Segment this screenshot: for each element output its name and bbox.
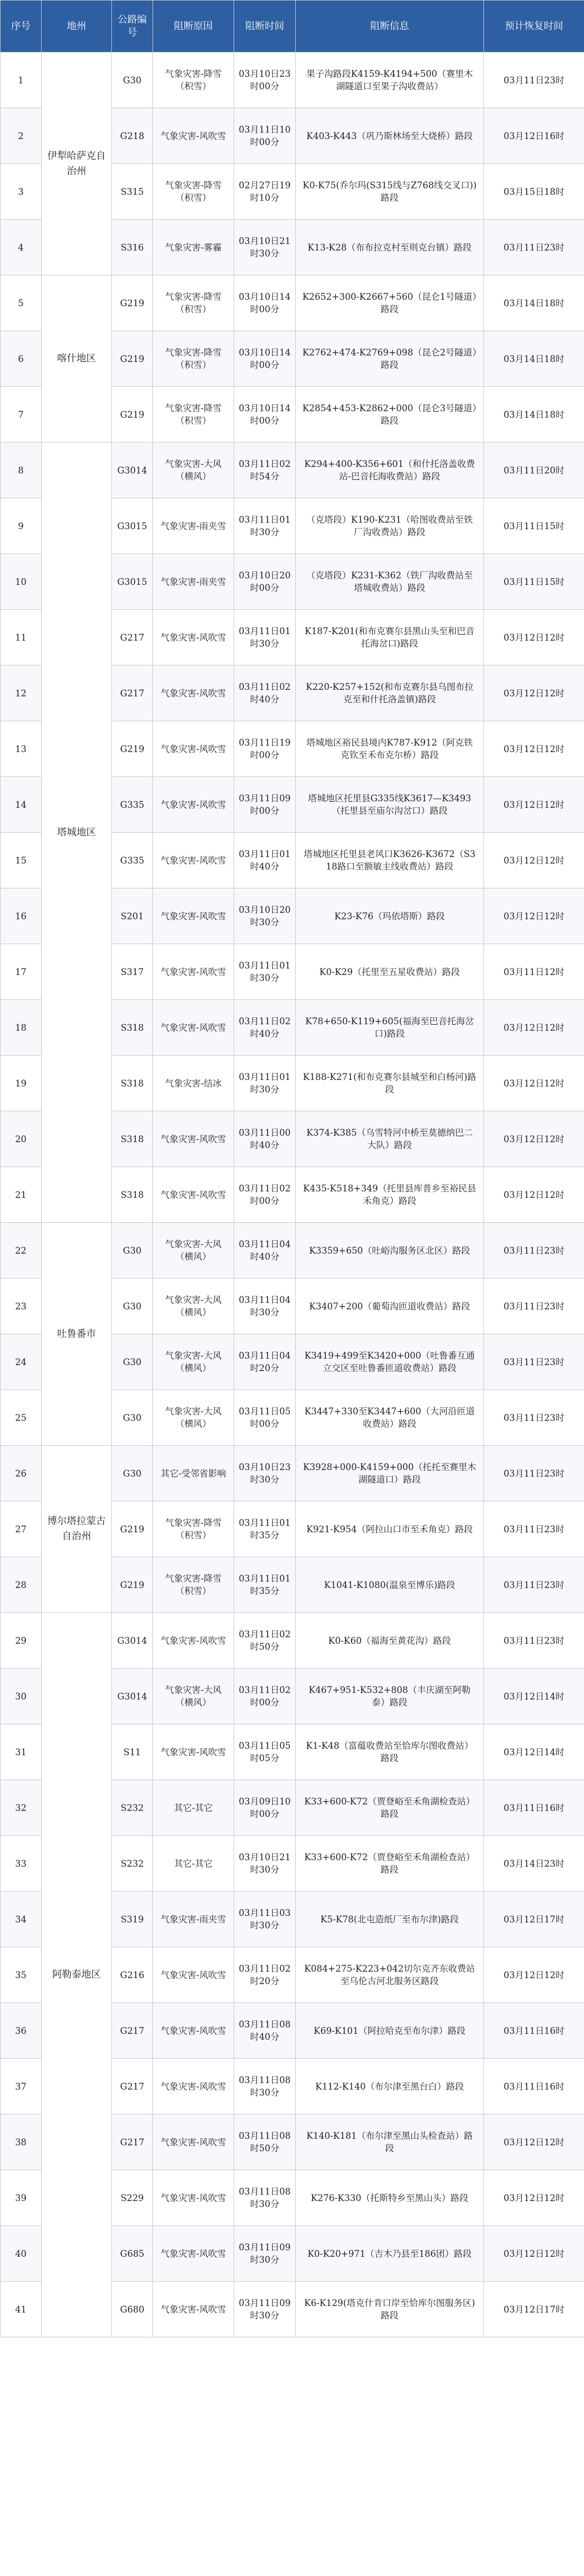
road-number: G30 <box>112 52 153 108</box>
row-index: 14 <box>1 777 42 833</box>
road-number: G217 <box>112 2059 153 2114</box>
block-info: K2854+453-K2862+000（昆仑3号隧道）路段 <box>296 387 484 443</box>
block-reason: 气象灾害-风吹雪 <box>153 2114 234 2170</box>
block-time: 03月10日14时00分 <box>234 331 296 387</box>
recovery-time: 03月12日12时 <box>484 1167 584 1223</box>
block-info: 塔城地区裕民县境内K787-K912（阿克铁克钦至禾布克尔桥）路段 <box>296 721 484 777</box>
row-index: 13 <box>1 721 42 777</box>
block-reason: 气象灾害-风吹雪 <box>153 1167 234 1223</box>
road-number: S229 <box>112 2170 153 2226</box>
block-reason: 气象灾害-风吹雪 <box>153 1000 234 1056</box>
block-info: K3419+499至K3420+000（吐鲁番互通立交区至吐鲁番匝道收费站）路段 <box>296 1334 484 1390</box>
block-info: K187-K201(和布克赛尔县黑山头至和巴音托海岔口)路段 <box>296 610 484 666</box>
road-number: G30 <box>112 1390 153 1446</box>
road-number: G217 <box>112 2003 153 2059</box>
row-index: 31 <box>1 1724 42 1780</box>
block-info: K5-K78(北屯造纸厂至布尔津)路段 <box>296 1892 484 1947</box>
recovery-time: 03月11日23时 <box>484 220 584 275</box>
recovery-time: 03月12日14时 <box>484 1669 584 1724</box>
block-time: 03月09日10时00分 <box>234 1780 296 1836</box>
road-number: G217 <box>112 2114 153 2170</box>
block-time: 03月11日08时40分 <box>234 2003 296 2059</box>
block-info: K467+951-K532+808（丰庆湖至阿勒泰）路段 <box>296 1669 484 1724</box>
row-index: 39 <box>1 2170 42 2226</box>
road-number: S318 <box>112 1111 153 1167</box>
block-info: K3407+200（葡萄沟匝道收费站）路段 <box>296 1279 484 1334</box>
recovery-time: 03月12日12时 <box>484 1056 584 1111</box>
block-time: 03月11日09时00分 <box>234 777 296 833</box>
block-time: 03月11日08时30分 <box>234 2170 296 2226</box>
table-row <box>1 52 584 108</box>
block-time: 03月11日01时30分 <box>234 498 296 554</box>
recovery-time: 03月11日12时 <box>484 944 584 1000</box>
recovery-time: 03月12日12时 <box>484 2170 584 2226</box>
road-number: G3014 <box>112 443 153 498</box>
recovery-time: 03月11日23时 <box>484 1501 584 1557</box>
recovery-time: 03月11日23时 <box>484 1390 584 1446</box>
recovery-time: 03月11日20时 <box>484 443 584 498</box>
block-info: K0-K75(乔尔玛(S315线与Z768线交叉口))路段 <box>296 164 484 220</box>
recovery-time: 03月12日14时 <box>484 1724 584 1780</box>
block-info: K084+275-K223+042切尔克齐东收费站至乌伦古河北服务区路段 <box>296 1947 484 2003</box>
block-reason: 气象灾害-雾霾 <box>153 220 234 275</box>
recovery-time: 03月14日18时 <box>484 387 584 443</box>
recovery-time: 03月12日17时 <box>484 2282 584 2337</box>
block-reason: 气象灾害-降雪（积雪） <box>153 1557 234 1613</box>
road-number: G217 <box>112 666 153 721</box>
row-index: 32 <box>1 1780 42 1836</box>
row-index: 1 <box>1 52 42 108</box>
recovery-time: 03月11日23时 <box>484 52 584 108</box>
block-time: 03月11日01时30分 <box>234 610 296 666</box>
recovery-time: 03月11日15时 <box>484 554 584 610</box>
block-reason: 气象灾害-雨夹雪 <box>153 498 234 554</box>
row-index: 19 <box>1 1056 42 1111</box>
block-reason: 气象灾害-大风（横风） <box>153 1334 234 1390</box>
block-time: 03月11日05时00分 <box>234 1390 296 1446</box>
road-number: S232 <box>112 1836 153 1892</box>
recovery-time: 03月12日12时 <box>484 610 584 666</box>
block-reason: 气象灾害-风吹雪 <box>153 2226 234 2282</box>
block-time: 03月10日23时30分 <box>234 1446 296 1501</box>
row-index: 7 <box>1 387 42 443</box>
block-info: K3928+000-K4159+000（托托至赛里木湖隧道口）路段 <box>296 1446 484 1501</box>
row-index: 11 <box>1 610 42 666</box>
road-number: G219 <box>112 275 153 331</box>
recovery-time: 03月15日18时 <box>484 164 584 220</box>
region-cell: 喀什地区 <box>42 275 112 443</box>
block-time: 03月11日00时40分 <box>234 1111 296 1167</box>
road-number: G30 <box>112 1334 153 1390</box>
road-number: G335 <box>112 777 153 833</box>
row-index: 41 <box>1 2282 42 2337</box>
recovery-time: 03月11日23时 <box>484 1613 584 1669</box>
row-index: 10 <box>1 554 42 610</box>
road-number: G216 <box>112 1947 153 2003</box>
row-index: 28 <box>1 1557 42 1613</box>
road-number: G218 <box>112 108 153 164</box>
block-time: 03月11日05时05分 <box>234 1724 296 1780</box>
recovery-time: 03月12日12时 <box>484 1947 584 2003</box>
row-index: 3 <box>1 164 42 220</box>
row-index: 27 <box>1 1501 42 1557</box>
block-time: 03月11日02时40分 <box>234 666 296 721</box>
region-cell: 塔城地区 <box>42 443 112 1223</box>
road-number: S317 <box>112 944 153 1000</box>
recovery-time: 03月12日12时 <box>484 666 584 721</box>
recovery-time: 03月12日12时 <box>484 1111 584 1167</box>
block-time: 03月10日20时00分 <box>234 554 296 610</box>
block-time: 03月11日04时40分 <box>234 1223 296 1279</box>
block-info: K112-K140（布尔津至黑台白）路段 <box>296 2059 484 2114</box>
road-number: G219 <box>112 331 153 387</box>
block-info: K403-K443（巩乃斯林场至大烧桥）路段 <box>296 108 484 164</box>
block-info: K6-K129(塔克什肯口岸至恰库尔图服务区)路段 <box>296 2282 484 2337</box>
block-time: 03月11日01时40分 <box>234 833 296 888</box>
block-time: 03月11日09时30分 <box>234 2226 296 2282</box>
row-index: 30 <box>1 1669 42 1724</box>
row-index: 4 <box>1 220 42 275</box>
block-info: K0-K20+971（吉木乃县至186团）路段 <box>296 2226 484 2282</box>
recovery-time: 03月11日23时 <box>484 1446 584 1501</box>
block-reason: 气象灾害-风吹雪 <box>153 2059 234 2114</box>
recovery-time: 03月12日17时 <box>484 1892 584 1947</box>
block-time: 03月10日21时30分 <box>234 1836 296 1892</box>
block-info: K3447+330至K3447+600（大河沿匝道收费站）路段 <box>296 1390 484 1446</box>
block-reason: 气象灾害-雨夹雪 <box>153 554 234 610</box>
block-info: K1041-K1080(温泉至博乐)路段 <box>296 1557 484 1613</box>
recovery-time: 03月11日23时 <box>484 1334 584 1390</box>
road-number: G219 <box>112 1557 153 1613</box>
block-reason: 气象灾害-风吹雪 <box>153 944 234 1000</box>
block-info: 塔城地区托里县G335线K3617—K3493（托里县至庙尔沟岔口）路段 <box>296 777 484 833</box>
table-row <box>1 275 584 331</box>
block-time: 03月11日02时00分 <box>234 1167 296 1223</box>
block-info: K33+600-K72（贾登峪至禾角湖检查站）路段 <box>296 1836 484 1892</box>
block-time: 03月11日04时30分 <box>234 1279 296 1334</box>
region-cell: 阿勒泰地区 <box>42 1613 112 2337</box>
block-time: 03月11日01时35分 <box>234 1501 296 1557</box>
block-time: 03月11日02时00分 <box>234 1669 296 1724</box>
block-time: 03月11日08时30分 <box>234 2059 296 2114</box>
block-time: 03月10日23时00分 <box>234 52 296 108</box>
block-info: K1-K48（富蕴收费站至恰库尔图收费站）路段 <box>296 1724 484 1780</box>
block-reason: 气象灾害-大风（横风） <box>153 1279 234 1334</box>
row-index: 36 <box>1 2003 42 2059</box>
road-number: G3015 <box>112 498 153 554</box>
block-info: K3359+650（吐峪沟服务区北区）路段 <box>296 1223 484 1279</box>
block-time: 03月11日02时54分 <box>234 443 296 498</box>
block-reason: 气象灾害-大风（横风） <box>153 1390 234 1446</box>
road-number: S318 <box>112 1167 153 1223</box>
block-reason: 气象灾害-降雪（积雪） <box>153 387 234 443</box>
road-number: S316 <box>112 220 153 275</box>
block-info: K188-K271(和布克赛尔县城至和白杨河)路段 <box>296 1056 484 1111</box>
header-index: 序号 <box>1 1 42 52</box>
road-number: G219 <box>112 1501 153 1557</box>
recovery-time: 03月11日23时 <box>484 1279 584 1334</box>
block-info: K140-K181（布尔津至黑山头检查站）路段 <box>296 2114 484 2170</box>
block-reason: 气象灾害-风吹雪 <box>153 1947 234 2003</box>
block-time: 02月27日19时10分 <box>234 164 296 220</box>
header-block-reason: 阻断原因 <box>153 1 234 52</box>
block-info: K374-K385（乌雪特河中桥至莫德纳巴二大队）路段 <box>296 1111 484 1167</box>
block-time: 03月10日21时30分 <box>234 220 296 275</box>
row-index: 34 <box>1 1892 42 1947</box>
block-time: 03月11日01时30分 <box>234 1056 296 1111</box>
block-reason: 气象灾害-降雪（积雪） <box>153 52 234 108</box>
road-number: G335 <box>112 833 153 888</box>
row-index: 29 <box>1 1613 42 1669</box>
row-index: 23 <box>1 1279 42 1334</box>
block-time: 03月10日20时30分 <box>234 888 296 944</box>
road-number: S315 <box>112 164 153 220</box>
block-time: 03月11日01时35分 <box>234 1557 296 1613</box>
block-time: 03月11日09时30分 <box>234 2282 296 2337</box>
block-time: 03月11日02时40分 <box>234 1000 296 1056</box>
row-index: 20 <box>1 1111 42 1167</box>
header-block-time: 阻断时间 <box>234 1 296 52</box>
road-number: G3014 <box>112 1613 153 1669</box>
recovery-time: 03月11日23时 <box>484 1557 584 1613</box>
region-cell: 吐鲁番市 <box>42 1223 112 1446</box>
row-index: 38 <box>1 2114 42 2170</box>
block-time: 03月11日08时50分 <box>234 2114 296 2170</box>
block-reason: 气象灾害-大风（横风） <box>153 1223 234 1279</box>
block-time: 03月11日19时00分 <box>234 721 296 777</box>
block-reason: 气象灾害-风吹雪 <box>153 888 234 944</box>
block-reason: 其它-其它 <box>153 1836 234 1892</box>
recovery-time: 03月11日23时 <box>484 1223 584 1279</box>
row-index: 37 <box>1 2059 42 2114</box>
block-info: K220-K257+152(和布克赛尔县乌图布拉克至和什托洛盖镇)路段 <box>296 666 484 721</box>
block-info: K33+600-K72（贾登峪至禾角湖检查站）路段 <box>296 1780 484 1836</box>
road-number: G3015 <box>112 554 153 610</box>
row-index: 15 <box>1 833 42 888</box>
row-index: 12 <box>1 666 42 721</box>
road-number: S232 <box>112 1780 153 1836</box>
header-road-number: 公路编号 <box>112 1 153 52</box>
block-time: 03月11日02时20分 <box>234 1947 296 2003</box>
row-index: 8 <box>1 443 42 498</box>
block-info: 果子沟路段K4159-K4194+500（赛里木湖隧道口至果子沟收费站） <box>296 52 484 108</box>
block-info: K0-K60（福海至黄花沟）路段 <box>296 1613 484 1669</box>
header-recovery-time: 预计恢复时间 <box>484 1 584 52</box>
block-reason: 气象灾害-降雪（积雪） <box>153 331 234 387</box>
block-time: 03月11日02时50分 <box>234 1613 296 1669</box>
block-reason: 气象灾害-风吹雪 <box>153 721 234 777</box>
recovery-time: 03月12日12时 <box>484 888 584 944</box>
table-body <box>1 52 584 2337</box>
table-header-row <box>1 1 584 52</box>
block-reason: 气象灾害-风吹雪 <box>153 2170 234 2226</box>
block-reason: 气象灾害-风吹雪 <box>153 833 234 888</box>
region-cell: 博尔塔拉蒙古自治州 <box>42 1446 112 1613</box>
block-time: 03月11日01时30分 <box>234 944 296 1000</box>
recovery-time: 03月12日12时 <box>484 721 584 777</box>
recovery-time: 03月14日18时 <box>484 275 584 331</box>
block-info: K294+400-K356+601（和什托洛盖收费站-巴音托海收费站）路段 <box>296 443 484 498</box>
road-number: S318 <box>112 1056 153 1111</box>
block-reason: 气象灾害-雨夹雪 <box>153 1892 234 1947</box>
row-index: 5 <box>1 275 42 331</box>
row-index: 6 <box>1 331 42 387</box>
row-index: 26 <box>1 1446 42 1501</box>
block-info: K435-K518+349（托里县库普乡至裕民县禾角克）路段 <box>296 1167 484 1223</box>
block-reason: 气象灾害-风吹雪 <box>153 2003 234 2059</box>
block-info: K276-K330（托斯特乡至黑山头）路段 <box>296 2170 484 2226</box>
road-number: G30 <box>112 1279 153 1334</box>
block-reason: 气象灾害-降雪（积雪） <box>153 164 234 220</box>
road-number: S11 <box>112 1724 153 1780</box>
block-reason: 其它-其它 <box>153 1780 234 1836</box>
row-index: 25 <box>1 1390 42 1446</box>
row-index: 22 <box>1 1223 42 1279</box>
row-index: 17 <box>1 944 42 1000</box>
block-info: 塔城地区托里县老风口K3626-K3672（S318路口至额敏主线收费站）路段 <box>296 833 484 888</box>
table-row <box>1 1613 584 1669</box>
recovery-time: 03月11日16时 <box>484 1780 584 1836</box>
table-row <box>1 1223 584 1279</box>
block-reason: 气象灾害-风吹雪 <box>153 666 234 721</box>
region-cell: 伊犁哈萨克自治州 <box>42 52 112 275</box>
row-index: 21 <box>1 1167 42 1223</box>
block-reason: 气象灾害-风吹雪 <box>153 1613 234 1669</box>
road-number: G680 <box>112 2282 153 2337</box>
block-reason: 气象灾害-风吹雪 <box>153 1724 234 1780</box>
block-reason: 气象灾害-降雪（积雪） <box>153 275 234 331</box>
row-index: 35 <box>1 1947 42 2003</box>
road-number: G685 <box>112 2226 153 2282</box>
block-reason: 气象灾害-降雪（积雪） <box>153 1501 234 1557</box>
header-region: 地州 <box>42 1 112 52</box>
road-number: S201 <box>112 888 153 944</box>
recovery-time: 03月12日12时 <box>484 2114 584 2170</box>
block-reason: 气象灾害-大风（横风） <box>153 1669 234 1724</box>
road-number: G3014 <box>112 1669 153 1724</box>
block-time: 03月10日14时00分 <box>234 387 296 443</box>
block-info: K78+650-K119+605(福海至巴音托海岔口)路段 <box>296 1000 484 1056</box>
block-info: K2762+474-K2769+098（昆仑2号隧道）路段 <box>296 331 484 387</box>
block-time: 03月11日10时00分 <box>234 108 296 164</box>
row-index: 16 <box>1 888 42 944</box>
road-number: G217 <box>112 610 153 666</box>
table-row <box>1 1446 584 1501</box>
row-index: 33 <box>1 1836 42 1892</box>
recovery-time: 03月12日12时 <box>484 777 584 833</box>
recovery-time: 03月14日18时 <box>484 331 584 387</box>
block-info: K23-K76（玛依塔斯）路段 <box>296 888 484 944</box>
block-time: 03月11日03时30分 <box>234 1892 296 1947</box>
block-reason: 气象灾害-风吹雪 <box>153 610 234 666</box>
block-reason: 气象灾害-风吹雪 <box>153 777 234 833</box>
road-number: G30 <box>112 1446 153 1501</box>
block-time: 03月11日04时20分 <box>234 1334 296 1390</box>
row-index: 9 <box>1 498 42 554</box>
recovery-time: 03月11日16时 <box>484 2003 584 2059</box>
block-time: 03月10日14时00分 <box>234 275 296 331</box>
road-number: G30 <box>112 1223 153 1279</box>
recovery-time: 03月12日12时 <box>484 833 584 888</box>
road-number: S319 <box>112 1892 153 1947</box>
recovery-time: 03月14日23时 <box>484 1836 584 1892</box>
road-number: S318 <box>112 1000 153 1056</box>
header-block-info: 阻断信息 <box>296 1 484 52</box>
block-reason: 气象灾害-结冰 <box>153 1056 234 1111</box>
recovery-time: 03月12日12时 <box>484 1000 584 1056</box>
block-info: （克塔段）K190-K231（哈图收费站至铁厂沟收费站）路段 <box>296 498 484 554</box>
road-number: G219 <box>112 721 153 777</box>
row-index: 18 <box>1 1000 42 1056</box>
block-reason: 气象灾害-风吹雪 <box>153 2282 234 2337</box>
recovery-time: 03月11日16时 <box>484 2059 584 2114</box>
block-info: K0-K29（托里至五星收费站）路段 <box>296 944 484 1000</box>
recovery-time: 03月12日16时 <box>484 108 584 164</box>
block-reason: 气象灾害-风吹雪 <box>153 108 234 164</box>
row-index: 2 <box>1 108 42 164</box>
block-info: K2652+300-K2667+560（昆仑1号隧道）路段 <box>296 275 484 331</box>
recovery-time: 03月12日12时 <box>484 2226 584 2282</box>
recovery-time: 03月11日15时 <box>484 498 584 554</box>
block-info: K921-K954（阿拉山口市至禾角克）路段 <box>296 1501 484 1557</box>
row-index: 40 <box>1 2226 42 2282</box>
block-reason: 气象灾害-风吹雪 <box>153 1111 234 1167</box>
block-reason: 其它-受邻省影响 <box>153 1446 234 1501</box>
row-index: 24 <box>1 1334 42 1390</box>
block-info: （克塔段）K231-K362（铁厂沟收费站至塔城收费站）路段 <box>296 554 484 610</box>
block-info: K13-K28（布布拉克村至则克台镇）路段 <box>296 220 484 275</box>
table-row <box>1 443 584 498</box>
block-reason: 气象灾害-大风（横风） <box>153 443 234 498</box>
road-number: G219 <box>112 387 153 443</box>
block-info: K69-K101（阿拉哈克至布尔津）路段 <box>296 2003 484 2059</box>
